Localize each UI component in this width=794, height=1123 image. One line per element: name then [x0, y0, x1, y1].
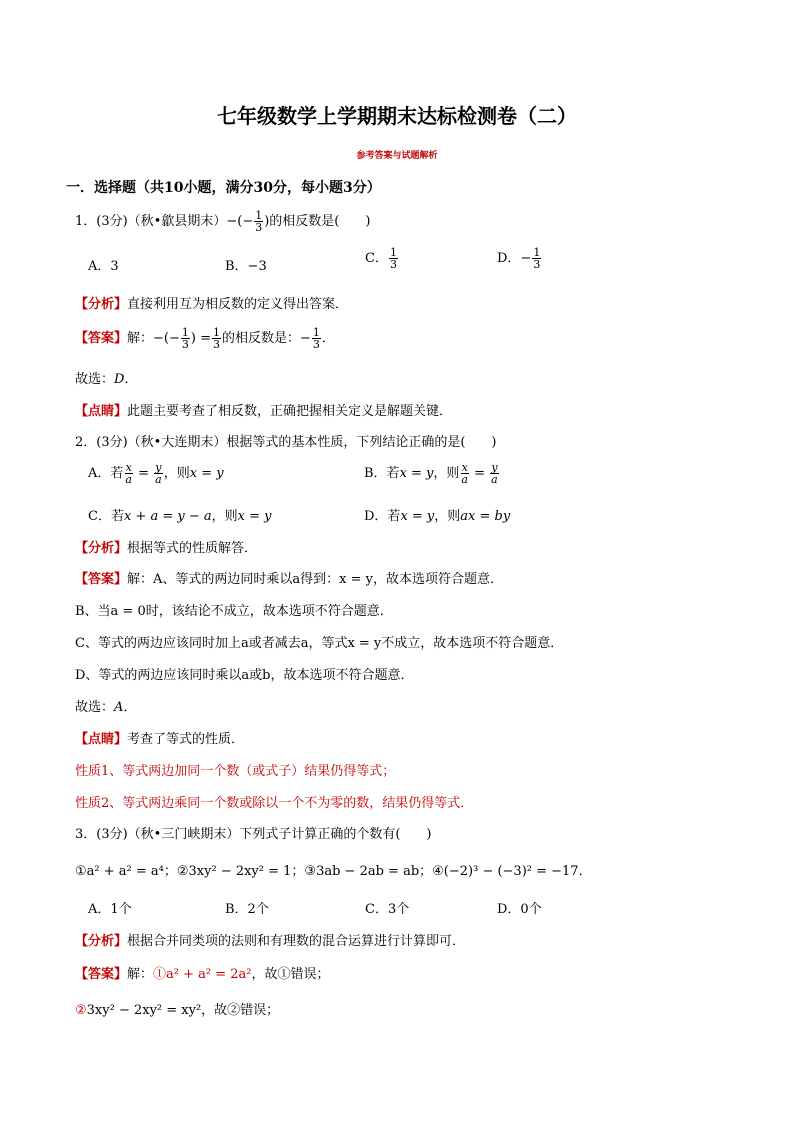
q1-analysis [75, 293, 348, 312]
comment-text: 此题主要考查了相反数，正确把握相关定义是解题关键． [127, 404, 453, 419]
frac-num: y [491, 461, 498, 474]
frac-num: y [155, 461, 162, 474]
frac-num: x [461, 461, 468, 474]
equation: x = y [237, 509, 272, 524]
q3-answer-1 [75, 963, 330, 982]
frac-num: 1 [312, 326, 320, 339]
q1-stem-prefix: 1．(3分)（秋•歙县期末） [75, 214, 227, 229]
answer-tag: 【答案】 [75, 572, 128, 587]
q1-answer [75, 327, 335, 350]
q1-option-d [497, 247, 542, 270]
q2-answer-a [75, 568, 503, 587]
option-text: ，则 [163, 466, 190, 481]
q2-option-a: A．若 $\frac{x}{a}$ = $\frac{y}{a}$ ，则x = y [88, 461, 224, 486]
q2-choice [75, 696, 136, 715]
frac-num: 1 [255, 209, 263, 222]
frac-den: 3 [255, 221, 263, 234]
fraction [124, 462, 133, 485]
q2-option-d [364, 505, 510, 524]
frac-den: 3 [181, 338, 189, 351]
q1-fraction [254, 210, 263, 233]
answer-text: ) = [190, 331, 211, 346]
option-label: D．− [497, 251, 532, 266]
q2-comment [75, 728, 244, 747]
answer-text: 解： [127, 967, 154, 982]
q1-choice [75, 368, 137, 387]
frac-den: a [155, 473, 162, 486]
frac-den: a [125, 473, 132, 486]
analysis-tag: 【分析】 [75, 297, 128, 312]
q1-option-c-fraction [389, 247, 398, 270]
choice-answer: A [114, 700, 124, 715]
equation: x = y [399, 466, 434, 481]
page-title: 七年级数学上学期期末达标检测卷（二） [217, 104, 577, 128]
q2-stem: 2．(3分)（秋•大连期末）根据等式的基本性质，下列结论正确的是( ) [75, 435, 497, 450]
frac-den: 3 [533, 258, 541, 271]
answer-text: 解：A、等式的两边同时乘以a得到：x = y，故本选项符合题意． [127, 572, 503, 587]
q3-option-b: B．2个 [225, 902, 269, 917]
section-heading: 一．选择题（共10小题，满分30分，每小题3分） [66, 180, 381, 196]
choice-end: ． [124, 372, 138, 387]
equation: x + a = y − a [123, 509, 212, 524]
choice-label: 故选： [75, 372, 115, 387]
comment-text: 考查了等式的性质． [127, 732, 245, 747]
q2-option-b: B．若x = y，则 $\frac{x}{a}$ = $\frac{y}{a}$ [364, 461, 498, 486]
q2-answer-c: C、等式的两边应该同时加上a或者减去a，等式x = y不成立，故本选项不符合题意． [75, 636, 564, 651]
frac-num: 1 [181, 326, 189, 339]
fraction [154, 462, 163, 485]
answer-text: 的相反数是：− [221, 331, 311, 346]
q3-analysis [75, 930, 465, 949]
answer-fraction [212, 327, 221, 350]
q3-option-c: C．3个 [365, 902, 410, 917]
option-label: C． [365, 251, 388, 266]
q1-comment [75, 400, 452, 419]
option-label: A．若 [88, 466, 124, 481]
frac-den: a [491, 473, 498, 486]
q3-option-a: A．1个 [88, 902, 132, 917]
choice-answer: D [114, 372, 125, 387]
answer-fraction [312, 327, 321, 350]
q1-stem [75, 210, 370, 233]
option-label: B．若 [364, 466, 400, 481]
fraction [490, 462, 499, 485]
frac-den: a [461, 473, 468, 486]
comment-tag: 【点睛】 [75, 732, 128, 747]
q3-option-d: D．0个 [497, 902, 542, 917]
analysis-text: 直接利用互为相反数的定义得出答案． [127, 297, 349, 312]
frac-num: 1 [389, 246, 397, 259]
fraction [460, 462, 469, 485]
comment-tag: 【点睛】 [75, 404, 128, 419]
option-text: ，则 [433, 466, 460, 481]
answer-fraction [181, 327, 190, 350]
answer-tag: 【答案】 [75, 331, 128, 346]
answer-tag: 【答案】 [75, 967, 128, 982]
equation: ax = by [460, 509, 511, 524]
analysis-tag: 【分析】 [75, 934, 128, 949]
q1-option-b: B．−3 [225, 259, 267, 274]
q3-stem: 3．(3分)（秋•三门峡期末）下列式子计算正确的个数有( ) [75, 827, 432, 842]
frac-num: 1 [212, 326, 220, 339]
q3-items: ①a² + a² = a⁴；②3xy² − 2xy² = 1；③3ab − 2ab = ab；④(−2)³ − (−3)² = −17． [75, 864, 592, 879]
q1-expr-suffix: ) [264, 214, 270, 229]
page-subtitle: 参考答案与试题解析 [356, 151, 438, 161]
option-label: C．若 [88, 509, 124, 524]
frac-num: 1 [533, 246, 541, 259]
answer-text: 3xy² − 2xy² = xy²，故②错误； [86, 1003, 280, 1018]
choice-end: ． [123, 700, 137, 715]
frac-den: 3 [212, 338, 220, 351]
q1-option-c [365, 247, 399, 270]
analysis-text: 根据等式的性质解答． [127, 541, 258, 556]
q2-answer-d: D、等式的两边应该同时乘以a或b，故本选项不符合题意． [75, 668, 414, 683]
frac-num: x [125, 461, 132, 474]
q1-option-d-fraction [532, 247, 541, 270]
q2-property-1: 性质1、等式两边加同一个数（或式子）结果仍得等式； [75, 764, 396, 779]
option-text: ，则 [434, 509, 461, 524]
q2-answer-b: B、当a = 0时，该结论不成立，故本选项不符合题意． [75, 604, 393, 619]
q1-stem-suffix: 的相反数是( ) [269, 214, 371, 229]
equation: x = y [400, 509, 435, 524]
analysis-tag: 【分析】 [75, 541, 128, 556]
q2-analysis [75, 537, 257, 556]
choice-label: 故选： [75, 700, 115, 715]
option-text: ，则 [211, 509, 238, 524]
answer-text: ． [321, 331, 335, 346]
answer-highlight: ② [75, 1003, 87, 1018]
q1-option-a: A．3 [88, 259, 119, 274]
answer-text: ，故①错误； [251, 967, 330, 982]
answer-highlight: ①a² + a² = 2a² [153, 967, 252, 982]
q3-answer-2 [75, 999, 279, 1018]
analysis-text: 根据合并同类项的法则和有理数的混合运算进行计算即可． [127, 934, 466, 949]
q1-expr-prefix: −(− [226, 214, 254, 229]
option-label: D．若 [364, 509, 401, 524]
answer-text: 解：−(− [127, 331, 180, 346]
frac-den: 3 [312, 338, 320, 351]
frac-den: 3 [389, 258, 397, 271]
equation: x = y [189, 466, 224, 481]
q2-property-2: 性质2、等式两边乘同一个数或除以一个不为零的数，结果仍得等式． [75, 796, 474, 811]
q2-option-c [88, 505, 271, 524]
